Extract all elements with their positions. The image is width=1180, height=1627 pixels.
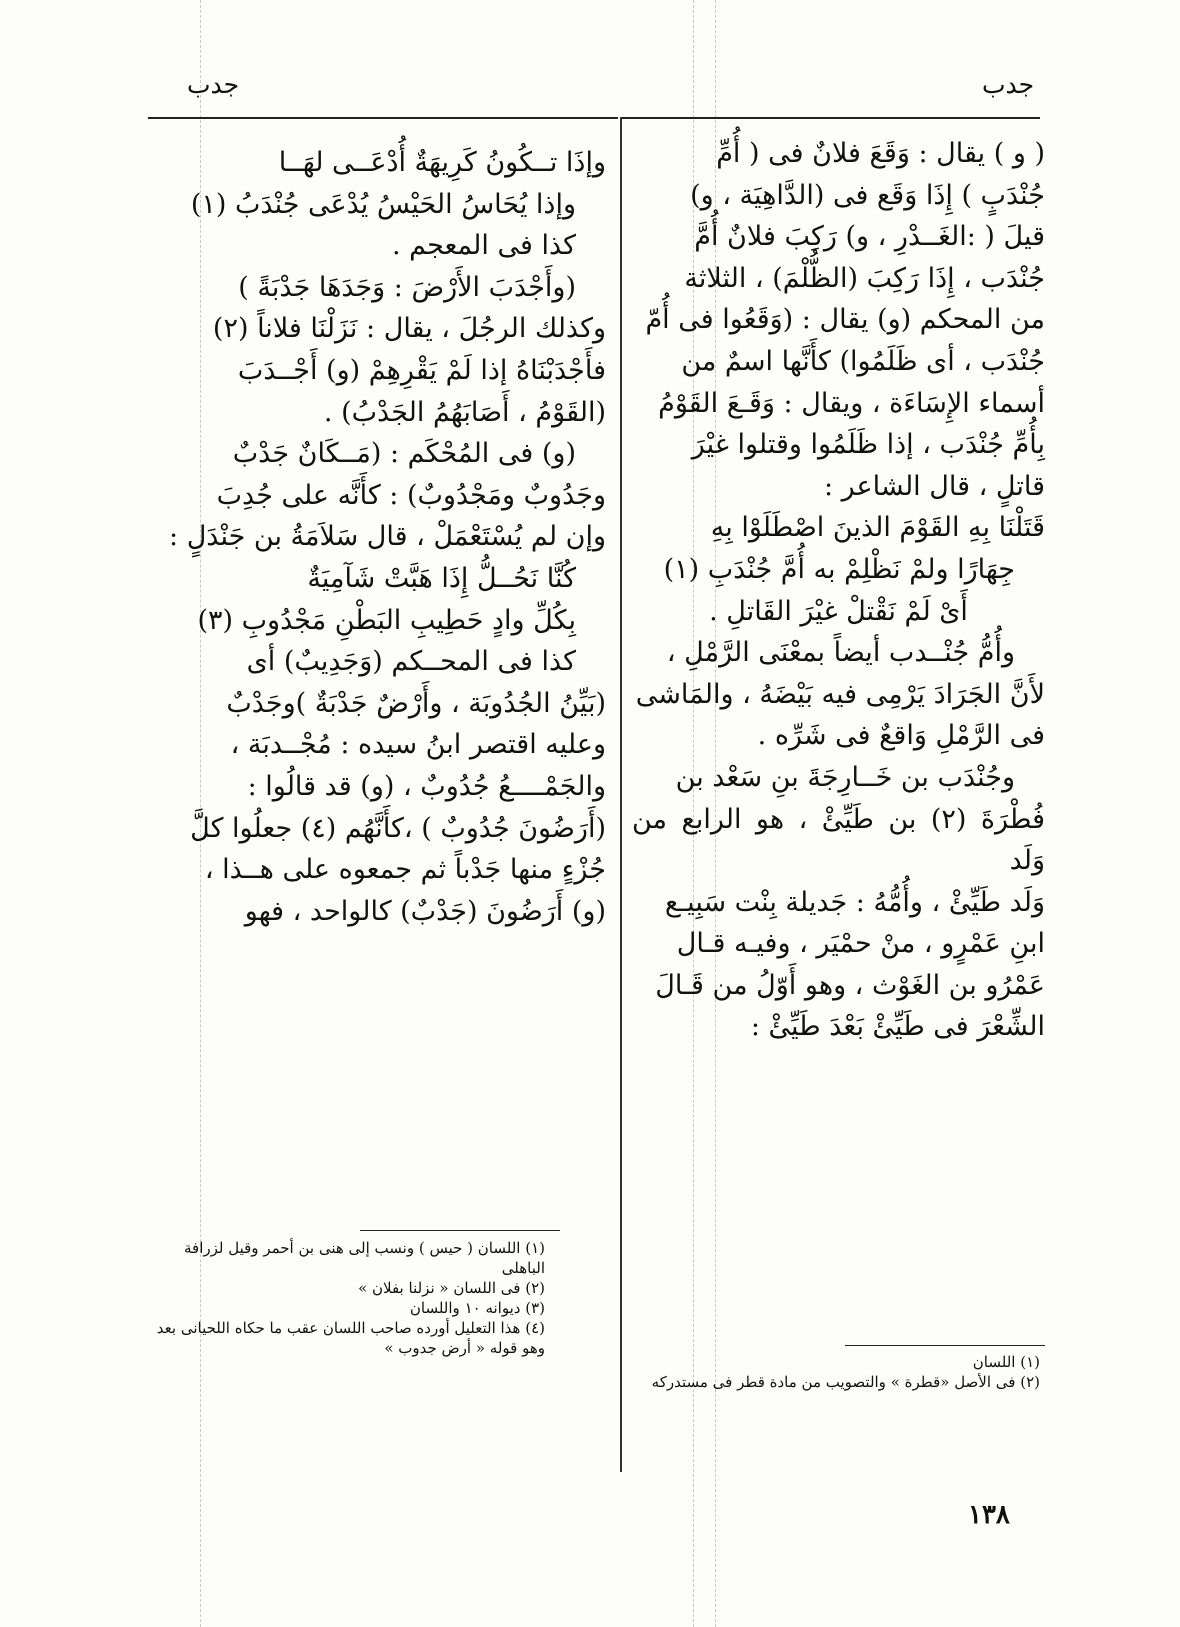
text-line: فى الرَّمْلِ وَاقعٌ فى شَرِّه . xyxy=(757,720,1045,752)
text-line: (و) فى المُحْكَم : (مَــكَانٌ جَدْبٌ xyxy=(232,438,576,470)
text-line: أَىْ لَمْ نَقْتلْ غيْرَ القَاتلِ . xyxy=(709,595,968,627)
text-line: (أَرَضُونَ جُدُوبٌ ) ،كأَنَّهُم (٤) جعلُوا كلَّ xyxy=(190,812,606,844)
text-line: فُطْرَةَ (٢) بن طَيِّئْ ، هو الرابع من وَلَد xyxy=(632,803,1045,877)
verse-line: بِكُلِّ وادٍ حَطِيبِ البَطْنِ مَجْدُوبِ (٣) xyxy=(197,604,576,636)
right-column xyxy=(632,133,1045,1048)
text-line: لأَنَّ الجَرَادَ يَرْمِى فيه بَيْضَهُ ، والمَاشى xyxy=(635,678,1045,710)
text-line: وكذلك الرجُلَ ، يقال : نَزَلْنَا فلاناً (٢) xyxy=(212,313,606,345)
text-line: قاتلٍ ، قال الشاعر : xyxy=(823,470,1045,502)
text-line: وأُمُّ جُنْــدب أيضاً بمعْنَى الرَّمْلِ ، xyxy=(666,637,1015,669)
footnote: (٢) فى اللسان « نزلنا بفلان » xyxy=(358,1279,545,1297)
footnote: (١) اللسان xyxy=(972,1353,1040,1371)
header-rule-right xyxy=(622,117,1040,119)
running-head-right: جدب xyxy=(982,70,1035,99)
text-line: كذا فى المحــكم (وَجَدِيبٌ) أى xyxy=(246,646,576,678)
running-head-left: جدب xyxy=(187,70,240,99)
verse-line: جِهَارًا ولمْ نَظْلِمْ به أُمَّ جُنْدَبِ (١) xyxy=(663,553,1015,585)
text-line: فأَجْدَبْنَاهُ إذا لَمْ يَقْرِهِمْ (و) أَجْــدَبَ xyxy=(237,354,606,386)
text-line: جُزْءٍ منها جَدْباً ثم جمعوه على هــذا ، xyxy=(204,854,606,886)
verse-line: قَتَلْنَا بِهِ القَوْمَ الذينَ اصْطَلَوْا بِهِ xyxy=(710,512,1045,544)
footnote: (٣) ديوانه ١٠ واللسان xyxy=(409,1299,545,1317)
text-line: الشِّعْرَ فى طَيِّئْ بَعْدَ طَيِّئْ : xyxy=(750,1011,1045,1043)
verse-line: كُنَّا نَحُــلُّ إِذَا هَبَّتْ شَآمِيَةٌ xyxy=(307,562,576,594)
verse-line: وإذَا تــكُونُ كَرِيهَةٌ أُدْعَــى لهَــا xyxy=(278,147,606,178)
text-line: كذا فى المعجم . xyxy=(391,230,576,262)
footnote-rule-left xyxy=(360,1230,560,1231)
text-line: وجَدُوبٌ ومَجْدُوبٌ) : كأَنَّه على جُدِبَ xyxy=(216,479,606,511)
right-footnotes xyxy=(630,1352,1040,1392)
text-line: وجُنْدَب بن خَــارِجَةَ بنِ سَعْد بن xyxy=(675,761,1015,793)
text-line: ابنِ عَمْرٍو ، منْ حمْيَر ، وفيـه قـال xyxy=(676,928,1045,960)
footnote: (١) اللسان ( حيس ) ونسب إلى هنى بن أحمر وقيل لزرافة الباهلى xyxy=(184,1239,545,1277)
text-line: من المحكم (و) يقال : (وَقَعُوا فى أُمّ xyxy=(645,304,1045,336)
text-line: وعليه اقتصر ابنُ سيده : مُجْــدبَة ، xyxy=(230,729,606,761)
footnote: (٢) فى الأصل «قطرة » والتصويب من مادة قطر فى مستدركه xyxy=(651,1373,1040,1391)
text-line: بِأُمِّ جُنْدَب ، إذا ظَلَمُوا وقتلوا غيْرَ xyxy=(691,429,1045,461)
text-line: ( و ) يقال : وَقَعَ فلانٌ فى ( أُمِّ xyxy=(716,138,1045,169)
left-column xyxy=(148,142,606,932)
column-divider xyxy=(620,117,622,1472)
text-line: (القَوْمُ ، أَصَابَهُمُ الجَدْبُ) . xyxy=(323,396,606,428)
text-line: (وأَجْدَبَ الأَرْضَ : وَجَدَهَا جَدْبَةً ) xyxy=(238,271,576,303)
text-line: وَلَد طَيِّئْ ، وأُمُّهُ : جَديلة بِنْت سَبِيـع xyxy=(664,886,1045,918)
text-line: والجَمْــــعُ جُدُوبٌ ، (و) قد قالُوا : xyxy=(247,770,606,802)
text-line: جُنْدَب ، أى ظَلَمُوا) كأَنَّها اسمٌ من xyxy=(681,345,1045,377)
text-line: جُنْدَب ، إِذَا رَكِبَ (الظُّلْمَ) ، الثلاثة xyxy=(684,262,1045,294)
footnote-rule-right xyxy=(845,1345,1045,1346)
text-line: (و) أَرَضُونَ (جَدْبٌ) كالواحد ، فهو xyxy=(244,895,606,927)
left-footnotes xyxy=(145,1238,545,1358)
text-line: جُنْدَبٍ ) إِذَا وَقَع فى (الدَّاهِيَة ، و) xyxy=(690,179,1045,211)
footnote: (٤) هذا التعليل أورده صاحب اللسان عقب ما حكاه اللحيانى بعد وهو قوله « أرض جدوب » xyxy=(156,1319,545,1357)
text-line: (بَيِّنُ الجُدُوبَة ، وأَرْضٌ جَدْبَةٌ )وجَدْبٌ xyxy=(226,687,606,719)
text-line: عَمْرُو بن الغَوْث ، وهو أَوّلُ من قَـالَ xyxy=(655,969,1045,1001)
text-line: أسماء الإِسَاءَة ، ويقال : وَقَـعَ القَوْمُ xyxy=(658,387,1045,419)
page-number: ١٣٨ xyxy=(968,1500,1010,1530)
header-rule-left xyxy=(148,117,618,119)
verse-line: وإذا يُحَاسُ الحَيْسُ يُدْعَى جُنْدَبُ (١) xyxy=(190,188,576,220)
text-line: وإن لم يُسْتَعْمَلْ ، قال سَلاَمَةُ بن جَنْدَلٍ : xyxy=(169,521,606,553)
text-line: قيلَ ( :الغَــدْرِ ، و) رَكِبَ فلانٌ أُمَّ xyxy=(694,221,1045,253)
